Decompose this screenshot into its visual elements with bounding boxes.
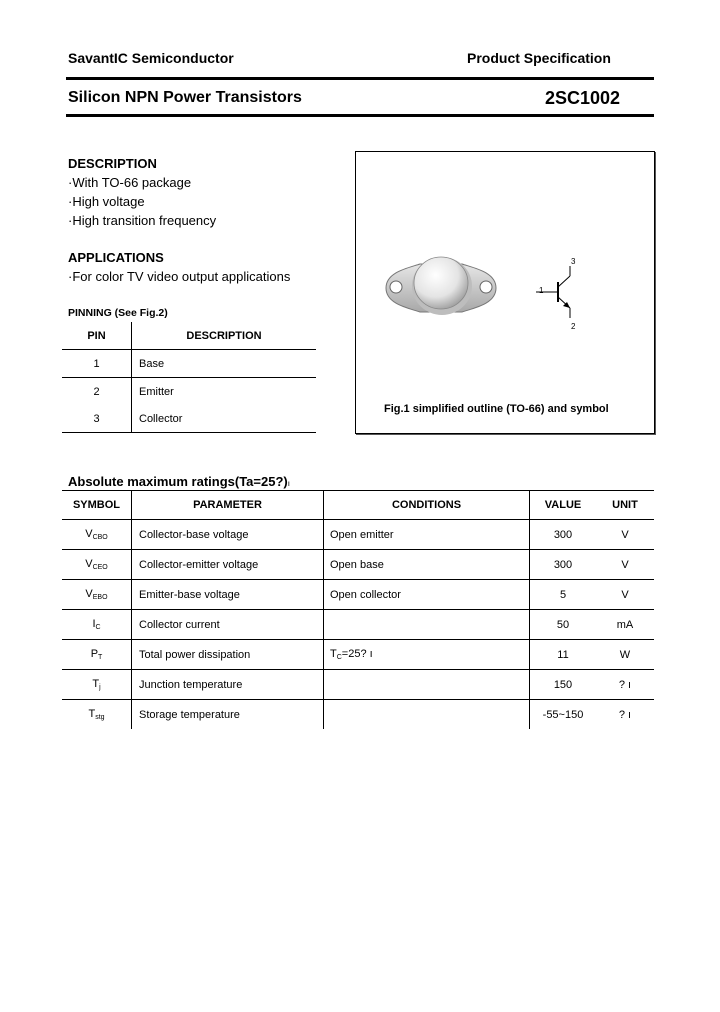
conditions-cell (324, 610, 530, 640)
description-column-header: DESCRIPTION (132, 322, 317, 350)
title-rule (66, 114, 654, 117)
parameter-cell: Junction temperature (132, 670, 324, 700)
conditions-cell: Open base (324, 550, 530, 580)
table-row (62, 520, 654, 550)
description-item: ·High transition frequency (68, 213, 217, 228)
unit-cell: ? ı (618, 708, 632, 721)
unit-cell: ? ı (596, 670, 654, 700)
symbol-pin-emitter: 2 (571, 322, 576, 331)
parameter-column-header: PARAMETER (132, 490, 324, 520)
parameter-cell: Emitter-base voltage (132, 580, 324, 610)
table-row (62, 378, 316, 406)
table-row (62, 405, 316, 433)
symbol-letter: P (90, 648, 99, 660)
pinning-table (62, 322, 316, 433)
pin-column-header: PIN (62, 322, 132, 350)
figure-caption: Fig.1 simplified outline (TO-66) and symbol (384, 403, 609, 415)
ratings-heading (68, 474, 290, 489)
parameter-cell: Collector current (132, 610, 324, 640)
conditions-cell: Open emitter (324, 520, 530, 550)
symbol-subscript: T (98, 654, 103, 661)
value-cell: 150 (530, 670, 597, 700)
unit-cell: W (596, 640, 654, 670)
condition-letter: T (330, 648, 337, 660)
description-heading: DESCRIPTION (68, 156, 157, 171)
company-name: SavantIC Semiconductor (68, 50, 234, 66)
unit-cell: V (596, 550, 654, 580)
applications-heading: APPLICATIONS (68, 250, 164, 265)
symbol-letter: T (92, 678, 100, 690)
value-column-header: VALUE (530, 490, 597, 520)
symbol-letter: I (92, 618, 96, 630)
part-number: 2SC1002 (545, 88, 621, 108)
table-row (62, 550, 654, 580)
symbol-letter: V (85, 558, 93, 570)
symbol-letter: T (88, 708, 96, 720)
parameter-cell: Collector-base voltage (132, 520, 324, 550)
value-cell: 50 (530, 610, 597, 640)
symbol-cell (62, 520, 132, 550)
parameter-cell: Total power dissipation (132, 640, 324, 670)
npn-transistor-symbol (536, 256, 586, 334)
table-row (62, 610, 654, 640)
symbol-subscript: CBO (92, 534, 108, 541)
description-item: ·With TO-66 package (68, 175, 192, 190)
unit-cell: mA (596, 610, 654, 640)
value-cell: 300 (530, 550, 597, 580)
conditions-column-header: CONDITIONS (324, 490, 530, 520)
pin-number: 3 (62, 405, 132, 433)
unit-cell: V (596, 580, 654, 610)
symbol-cell (62, 580, 132, 610)
pinning-heading: PINNING (See Fig.2) (68, 307, 168, 319)
condition-subscript: C (336, 654, 342, 661)
symbol-subscript: CEO (92, 564, 108, 571)
pin-number: 2 (62, 378, 132, 406)
ratings-heading-text: Absolute maximum ratings(Ta=25?) (68, 474, 288, 489)
to66-package-illustration (378, 250, 503, 330)
ratings-table (62, 490, 654, 729)
symbol-cell (62, 610, 132, 640)
symbol-column-header: SYMBOL (62, 490, 132, 520)
conditions-cell (324, 670, 530, 700)
symbol-subscript: j (99, 684, 101, 691)
ratings-heading-tail: ı (287, 479, 290, 488)
header-rule (66, 77, 654, 80)
unit-cell: V (596, 520, 654, 550)
description-item: ·High voltage (68, 194, 145, 209)
value-cell: -55~150 (542, 708, 584, 721)
value-cell: 300 (530, 520, 597, 550)
symbol-cell (62, 550, 132, 580)
conditions-cell: Open collector (324, 580, 530, 610)
pin-number: 1 (62, 350, 132, 378)
pin-description: Base (132, 350, 317, 378)
value-cell: 11 (530, 640, 597, 670)
product-family: Silicon NPN Power Transistors (68, 89, 302, 106)
table-row (62, 670, 654, 700)
value-cell: 5 (530, 580, 597, 610)
symbol-subscript: EBO (92, 594, 108, 601)
symbol-cell (62, 640, 132, 670)
table-row (62, 580, 654, 610)
parameter-cell: Collector-emitter voltage (132, 550, 324, 580)
table-row (62, 640, 654, 670)
symbol-letter: V (85, 588, 93, 600)
table-row (62, 700, 654, 730)
unit-column-header: UNIT (596, 490, 654, 520)
condition-tail: =25? ı (341, 648, 373, 660)
conditions-cell (324, 640, 530, 670)
symbol-subscript: stg (95, 714, 105, 721)
symbol-cell (62, 670, 132, 700)
applications-item: ·For color TV video output applications (68, 269, 291, 284)
conditions-cell (324, 700, 530, 730)
table-row (62, 350, 316, 378)
parameter-cell: Storage temperature (132, 700, 324, 730)
symbol-pin-collector: 3 (571, 257, 576, 266)
pin-description: Emitter (139, 385, 174, 398)
symbol-cell (62, 700, 132, 730)
symbol-pin-base: 1 (539, 286, 544, 295)
symbol-subscript: C (95, 624, 101, 631)
doc-type: Product Specification (467, 50, 611, 66)
symbol-letter: V (85, 528, 93, 540)
pin-description: Collector (132, 405, 317, 433)
